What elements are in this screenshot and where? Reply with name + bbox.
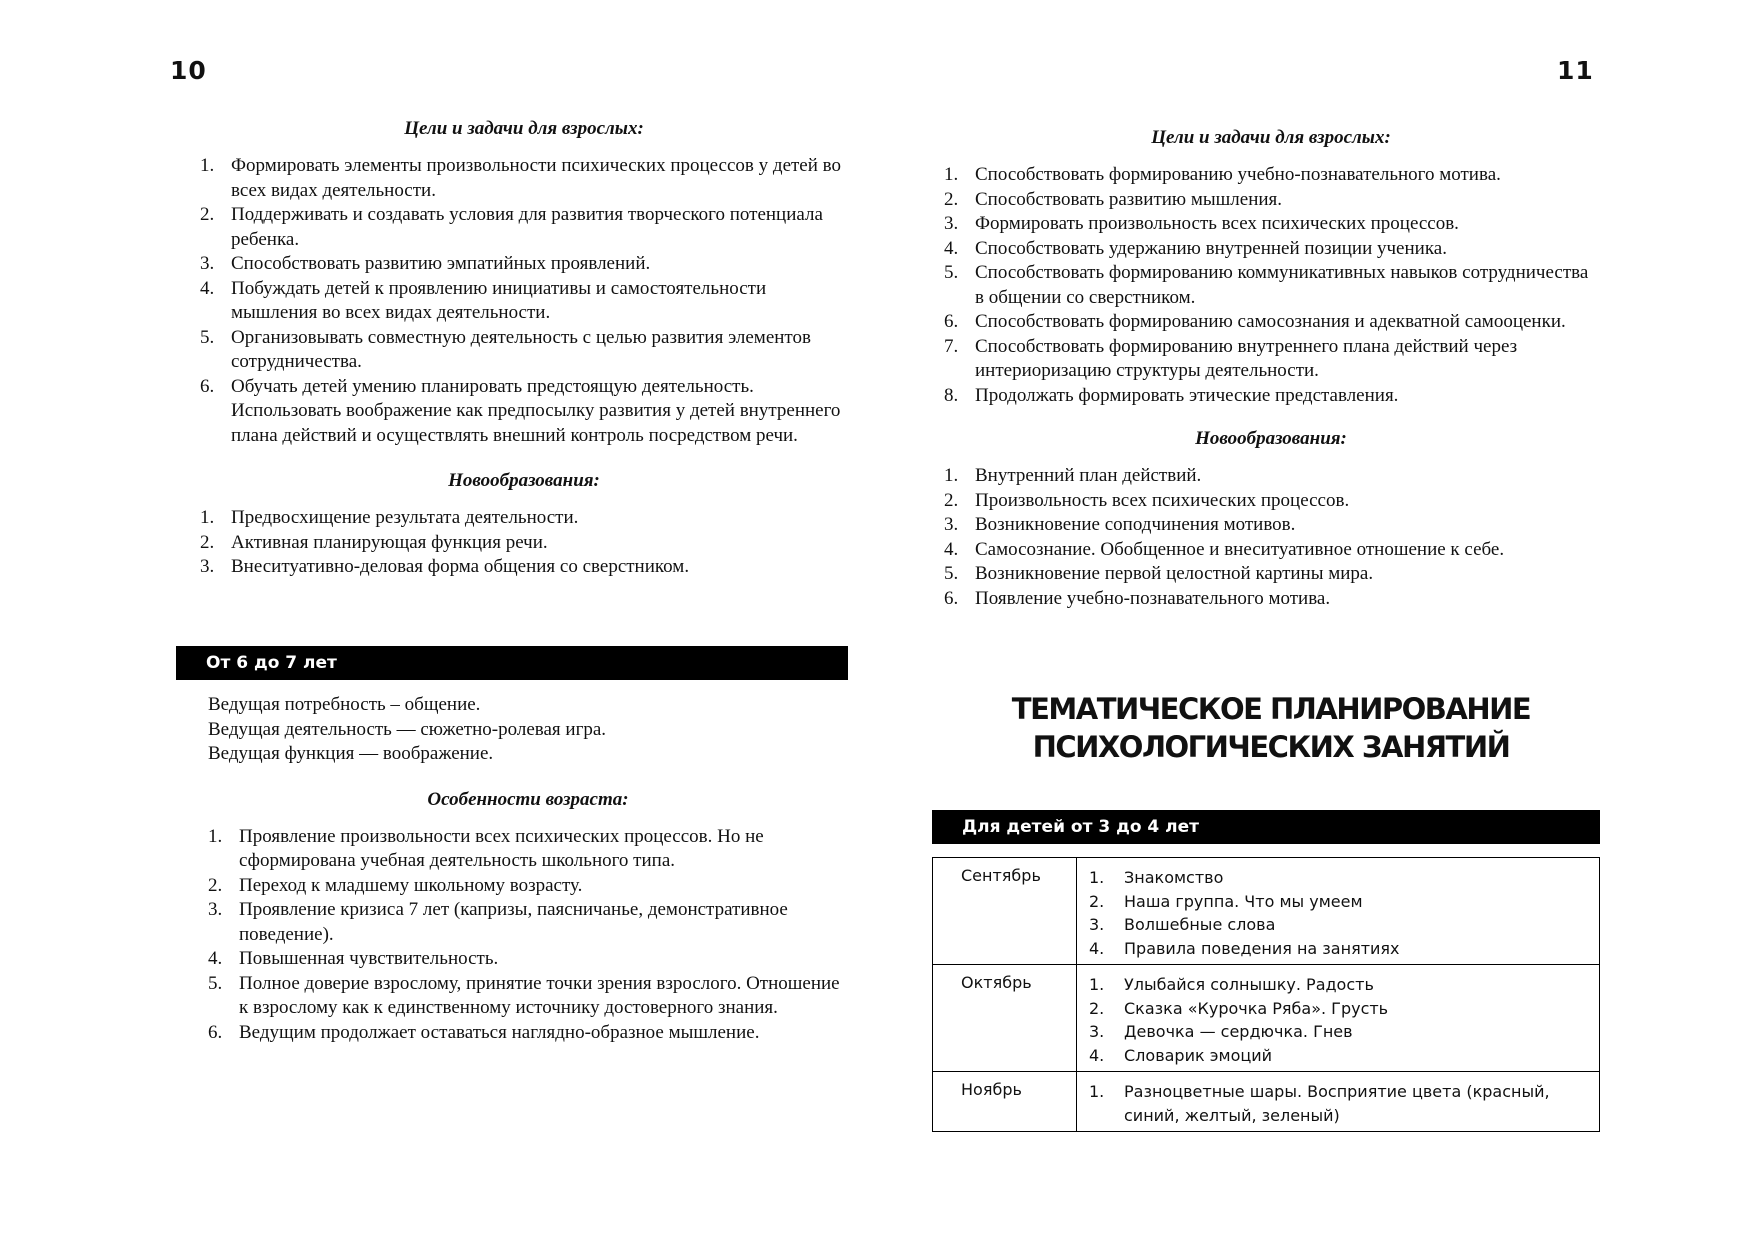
list-item: 2. Наша группа. Что мы умеем (1089, 891, 1363, 911)
list-item: 4. Словарик эмоций (1089, 1045, 1273, 1065)
list-item: 6. Ведущим продолжает оставаться наглядно-образное мышление. (208, 1021, 760, 1043)
list-item: 3. Девочка — сердючка. Гнев (1089, 1022, 1353, 1041)
list-item: 1. Улыбайся солнышку. Радость (1089, 975, 1374, 994)
planning-title (944, 690, 1598, 766)
left-page-number: 10 (170, 56, 207, 85)
list-item: 1. Предвосхищение результата деятельности. (200, 507, 579, 528)
left-neo-list (200, 506, 848, 580)
list-item: 1. Способствовать формированию учебно-познавательного мотива. (944, 164, 1501, 185)
right-page-column (944, 127, 1598, 611)
right-page-number: 11 (1557, 56, 1594, 85)
list-item: 7. Способствовать формированию внутреннего плана действий через интериоризацию структуры деятельности. (944, 335, 1518, 381)
list-item: 4. Побуждать детей к проявлению инициативы и самостоятельности мышления во всех видах деятельности. (200, 277, 767, 323)
planning-title-line-2: ПСИХОЛОГИЧЕСКИХ ЗАНЯТИЙ (1032, 730, 1510, 764)
list-item: 5. Организовывать совместную деятельность с целью развития элементов сотрудничества. (200, 326, 811, 372)
list-item: 8. Продолжать формировать этические представления. (944, 384, 1399, 406)
list-item: 1. Внутренний план действий. (944, 465, 1202, 486)
table-row (933, 965, 1600, 1072)
list-item: 2. Сказка «Курочка Ряба». Грусть (1089, 998, 1389, 1018)
month-cell: Сентябрь (933, 858, 1077, 965)
list-item: 4. Правила поведения на занятиях (1089, 938, 1400, 958)
features-heading: Особенности возраста: (427, 788, 629, 810)
age-section-bar: От 6 до 7 лет (176, 646, 848, 680)
planning-title-line-1: ТЕМАТИЧЕСКОЕ ПЛАНИРОВАНИЕ (1011, 692, 1531, 726)
list-item: 2. Активная планирующая функция речи. (200, 531, 548, 553)
list-item: 2. Переход к младшему школьному возрасту. (208, 874, 583, 896)
list-item: 1. Проявление произвольности всех психических процессов. Но не сформирована учебная деятельность школьного типа. (208, 825, 764, 871)
topics-cell (1077, 1072, 1600, 1132)
list-item: 5. Способствовать формированию коммуникативных навыков сотрудничества в общении со сверстником. (944, 262, 1589, 308)
list-item: 3. Формировать произвольность всех психических процессов. (944, 213, 1459, 234)
list-item: 6. Появление учебно-познавательного мотива. (944, 587, 1331, 609)
list-item: 5. Возникновение первой целостной картины мира. (944, 563, 1374, 584)
leading-need: Ведущая потребность – общение. (208, 694, 481, 715)
list-item: 2. Произвольность всех психических процессов. (944, 489, 1350, 511)
list-item: 3. Проявление кризиса 7 лет (капризы, паясничанье, демонстративное поведение). (208, 899, 788, 945)
list-item: 4. Повышенная чувствительность. (208, 948, 499, 969)
leading-lines (208, 693, 848, 767)
right-goals-heading: Цели и задачи для взрослых: (1151, 127, 1391, 148)
left-goals-heading: Цели и задачи для взрослых: (404, 118, 644, 139)
left-page-column (200, 118, 848, 580)
list-item: 2. Поддерживать и создавать условия для развития творческого потенциала ребенка. (200, 204, 823, 250)
list-item: 6. Обучать детей умению планировать предстоящую деятельность. Использовать воображение как предпосылку развития у детей внутреннего плана действий и осуществлять внешний контроль посредством речи. (200, 375, 841, 446)
list-item: 3. Внеситуативно-деловая форма общения со сверстником. (200, 556, 690, 577)
list-item: 4. Способствовать удержанию внутренней позиции ученика. (944, 237, 1447, 259)
planning-table (932, 857, 1600, 1132)
list-item: 4. Самосознание. Обобщенное и внеситуативное отношение к себе. (944, 538, 1505, 560)
month-cell: Октябрь (933, 965, 1077, 1072)
list-item: 5. Полное доверие взрослому, принятие точки зрения взрослого. Отношение к взрослому как к единственному источнику достоверного знания. (208, 972, 840, 1018)
topics-cell (1077, 858, 1600, 965)
table-row (933, 1072, 1600, 1132)
left-goals-list (200, 154, 848, 448)
leading-function: Ведущая функция — воображение. (208, 743, 494, 764)
list-item: 1. Разноцветные шары. Восприятие цвета (красный, синий, желтый, зеленый) (1089, 1082, 1550, 1125)
list-item: 3. Способствовать развитию эмпатийных проявлений. (200, 253, 651, 274)
list-item: 6. Способствовать формированию самосознания и адекватной самооценки. (944, 311, 1566, 332)
list-item: 2. Способствовать развитию мышления. (944, 188, 1283, 210)
right-goals-list (944, 163, 1598, 408)
group-section-bar: Для детей от 3 до 4 лет (932, 810, 1600, 844)
leading-activity: Ведущая деятельность — сюжетно-ролевая игра. (208, 718, 607, 740)
list-item: 3. Возникновение соподчинения мотивов. (944, 514, 1296, 535)
features-list (208, 825, 848, 1046)
right-neo-list (944, 464, 1598, 611)
topics-cell (1077, 965, 1600, 1072)
list-item: 1. Знакомство (1089, 868, 1224, 887)
left-neo-heading: Новообразования: (448, 470, 600, 491)
list-item: 1. Формировать элементы произвольности психических процессов у детей во всех видах деятельности. (200, 155, 841, 201)
list-item: 3. Волшебные слова (1089, 915, 1276, 934)
right-neo-heading: Новообразования: (1195, 428, 1347, 449)
month-cell: Ноябрь (933, 1072, 1077, 1132)
left-lower-column (208, 693, 848, 1045)
table-row (933, 858, 1600, 965)
